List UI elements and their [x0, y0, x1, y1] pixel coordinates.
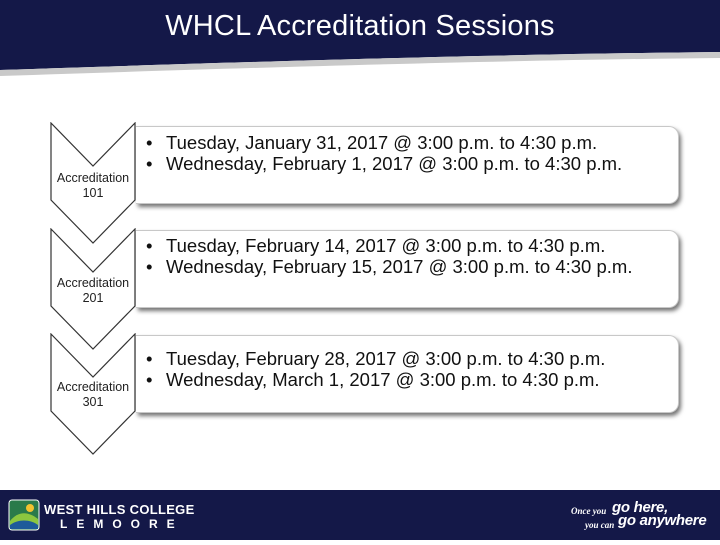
header-banner — [0, 0, 720, 80]
tagline-you-can: you can — [585, 520, 615, 530]
session-2-label: Accreditation 201 — [56, 276, 130, 305]
list-item: • Tuesday, February 28, 2017 @ 3:00 p.m. to 4:30 p.m. — [146, 348, 606, 369]
list-item: • Tuesday, February 14, 2017 @ 3:00 p.m. to 4:30 p.m. — [146, 235, 606, 256]
logo-text-campus: LEMOORE — [60, 517, 184, 531]
session-3-box — [136, 335, 679, 413]
session-1-box — [136, 126, 679, 204]
college-logo-icon — [8, 499, 40, 531]
list-item: • Wednesday, February 1, 2017 @ 3:00 p.m. to 4:30 p.m. — [146, 153, 623, 174]
session-2-box — [136, 230, 679, 308]
logo-text-college: WEST HILLS COLLEGE — [44, 502, 195, 517]
tagline-go-anywhere: go anywhere — [618, 512, 707, 529]
list-item: • Wednesday, February 15, 2017 @ 3:00 p.m. to 4:30 p.m. — [146, 256, 633, 277]
page-title: WHCL Accreditation Sessions — [165, 10, 555, 42]
tagline-go-here: go here, — [612, 499, 668, 516]
tagline-once-you: Once you — [571, 506, 607, 516]
session-3-list — [136, 348, 678, 390]
session-1-label: Accreditation 101 — [56, 171, 130, 200]
session-2-list — [136, 235, 678, 277]
session-3-label: Accreditation 301 — [56, 380, 130, 409]
list-item: • Wednesday, March 1, 2017 @ 3:00 p.m. to 4:30 p.m. — [146, 369, 600, 390]
session-1-list — [136, 132, 678, 174]
list-item: • Tuesday, January 31, 2017 @ 3:00 p.m. to 4:30 p.m. — [146, 132, 598, 153]
